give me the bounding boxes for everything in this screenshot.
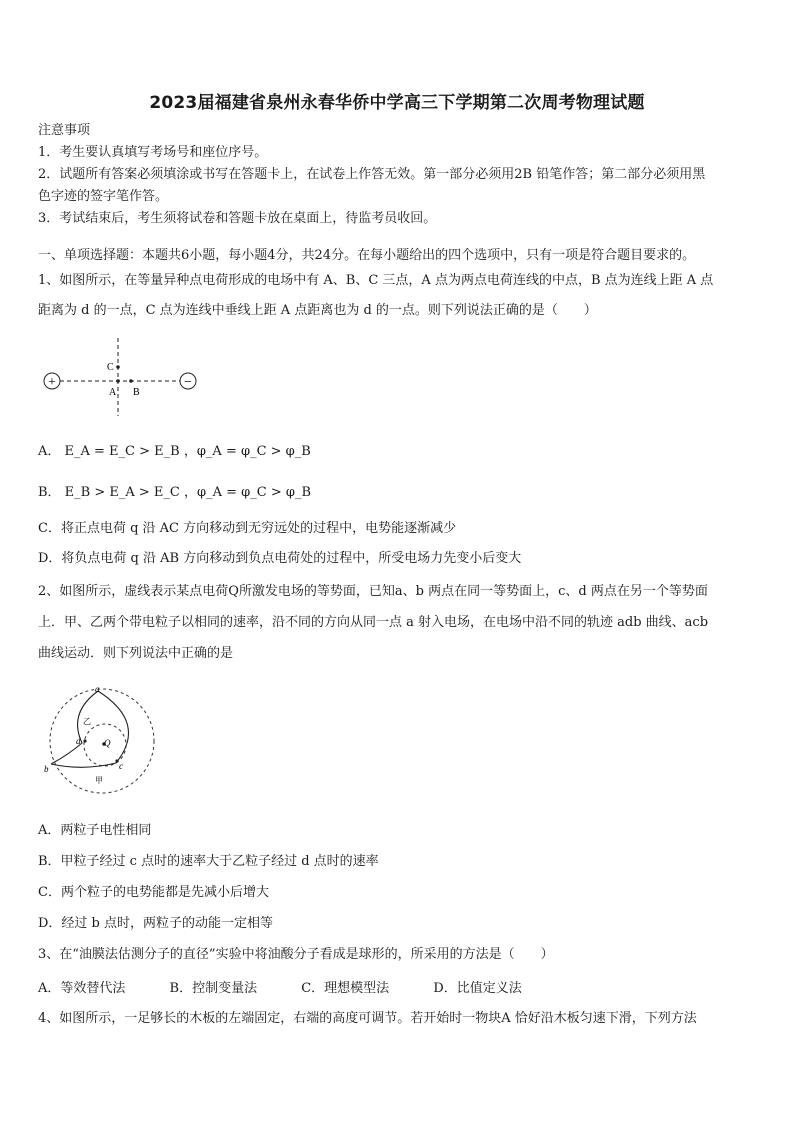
- q2-stem-line: 曲线运动．则下列说法中正确的是: [38, 646, 234, 661]
- q1-point-b: [129, 379, 133, 383]
- q1-label-b: B: [133, 387, 140, 398]
- page-title: 2023届福建省泉州永春华侨中学高三下学期第二次周考物理试题: [149, 93, 645, 113]
- notice-item: 2．试题所有答案必须填涂或书写在答题卡上，在试卷上作答无效。第一部分必须用2B 铅笔作答；第二部分必须用黑: [38, 167, 706, 182]
- section-heading: 一、单项选择题：本题共6小题，每小题4分，共24分。在每小题给出的四个选项中，只有一项是符合题目要求的。: [38, 248, 696, 263]
- q1-minus-sign: −: [184, 375, 192, 390]
- q3-option-a: A．等效替代法: [38, 981, 126, 996]
- q1-point-a: [116, 379, 120, 383]
- q1-plus-sign: +: [48, 375, 56, 390]
- q4-stem: 4、如图所示，一足够长的木板的左端固定，右端的高度可调节。若开始时一物块A 恰好沿木板匀速下滑，下列方法: [38, 1011, 697, 1026]
- q2-label-jia: 甲: [95, 776, 103, 785]
- q3-option-c: C．理想模型法: [301, 981, 390, 996]
- notice-item: 1．考生要认真填写考场号和座位序号。: [38, 145, 268, 160]
- q2-label-d: d: [76, 736, 81, 746]
- q1-stem-line: 距离为 d 的一点，C 点为连线中垂线上距 A 点距离也为 d 的一点。则下列说法正确的是（ ）: [38, 303, 597, 318]
- q2-point-d: [83, 739, 86, 742]
- q2-stem-line: 上．甲、乙两个带电粒子以相同的速率，沿不同的方向从同一点 a 射入电场，在电场中沿不同的轨迹 adb 曲线、acb: [38, 615, 709, 630]
- q1-option-b: B． E_B > E_A > E_C ，φ_A = φ_C > φ_B: [38, 485, 312, 500]
- q3-stem: 3、在“油膜法估测分子的直径”实验中将油酸分子看成是球形的，所采用的方法是（ ）: [38, 947, 554, 962]
- q1-label-c: C: [107, 362, 114, 373]
- q1-label-a: A: [109, 387, 117, 398]
- q2-option-b: B．甲粒子经过 c 点时的速率大于乙粒子经过 d 点时的速率: [38, 854, 379, 869]
- q2-option-c: C．两个粒子的电势能都是先减小后增大: [38, 885, 269, 900]
- q1-option-c: C．将正点电荷 q 沿 AC 方向移动到无穷远处的过程中，电势能逐渐减少: [38, 521, 457, 536]
- q2-label-b: b: [44, 764, 49, 774]
- q1-stem-line: 1、如图所示，在等量异种点电荷形成的电场中有 A、B、C 三点，A 点为两点电荷连线的中点，B 点为连线上距 A 点: [38, 273, 714, 288]
- notice-item: 色字迹的签字笔作答。: [38, 189, 169, 204]
- q2-field-figure: [38, 683, 168, 801]
- notice-heading: 注意事项: [38, 123, 91, 138]
- q2-label-yi: 乙: [83, 717, 91, 726]
- q2-stem-line: 2、如图所示，虚线表示某点电荷Q所激发电场的等势面，已知a、b 两点在同一等势面上，c、d 两点在另一个等势面: [38, 584, 708, 599]
- q1-point-c: [116, 365, 120, 369]
- q3-option-b: B．控制变量法: [169, 981, 258, 996]
- q2-trajectory-adb: [51, 691, 98, 764]
- q2-trajectory-acb: [51, 691, 128, 767]
- q1-option-a: A． E_A = E_C > E_B ，φ_A = φ_C > φ_B: [38, 444, 311, 459]
- q2-label-q: Q: [104, 738, 111, 748]
- q2-option-d: D．经过 b 点时，两粒子的动能一定相等: [38, 916, 274, 931]
- q2-label-a: a: [95, 684, 100, 694]
- q2-option-a: A．两粒子电性相同: [38, 823, 152, 838]
- notice-item: 3．考试结束后，考生须将试卷和答题卡放在桌面上，待监考员收回。: [38, 211, 437, 226]
- q3-options-row: [38, 977, 562, 996]
- q1-dipole-figure: [38, 336, 208, 418]
- q3-option-d: D．比值定义法: [433, 981, 522, 996]
- q2-label-c: c: [119, 761, 123, 771]
- q1-option-d: D．将负点电荷 q 沿 AB 方向移动到负点电荷处的过程中，所受电场力先变小后变大: [38, 551, 522, 566]
